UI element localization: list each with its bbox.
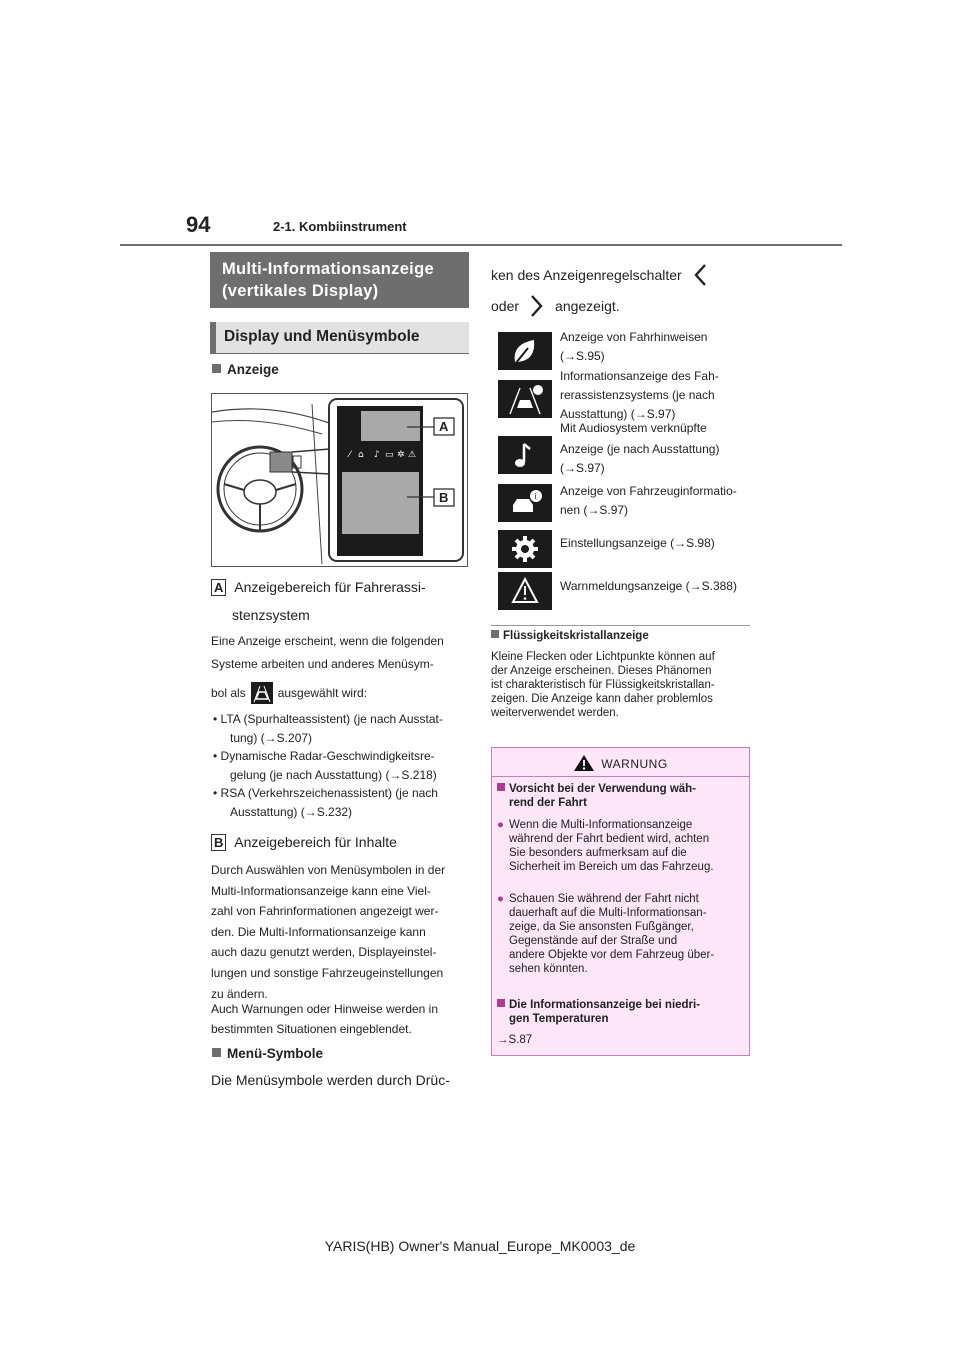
warning-bullet-2: ● Schauen Sie während der Fahrt nicht dauerhaft auf die Multi-Informationsan- zeige, da Sie ansonsten Fußgänger, Gegenstände auf der Straße und andere Objekte vor dem Fahrzeug über- sehen könnten. <box>497 893 715 975</box>
header-rule <box>120 244 842 246</box>
driver-assist-icon <box>251 682 273 704</box>
figure-label-b: B <box>439 490 449 505</box>
circle-bullet-icon: ● <box>497 819 504 831</box>
list-item: • RSA (Verkehrszeichenassistent) (je nach <box>213 786 438 800</box>
a-tag: A <box>211 579 226 596</box>
vehicle-info-icon <box>498 484 552 522</box>
main-heading-line1: Multi-Informationsanzeige <box>222 260 434 278</box>
svg-text:✲: ✲ <box>397 450 405 460</box>
intro-line2: oder angezeigt. <box>491 294 620 318</box>
display-area-a <box>361 411 420 441</box>
icon-label-settings: Einstellungsanzeige (→S.98) <box>560 536 715 550</box>
icon-label-vehicle-info: Anzeige von Fahrzeuginformatio- nen (→S.97) <box>560 484 737 517</box>
list-item: • Dynamische Radar-Geschwindigkeitsre- <box>213 749 435 763</box>
svg-text:⁄: ⁄ <box>349 450 351 460</box>
icon-label-leaf: Anzeige von Fahrhinweisen (→S.95) <box>560 330 708 363</box>
warning-bullet-1: ● Wenn die Multi-Informationsanzeige während der Fahrt bedient wird, achten Sie besonders aufmerksam auf die Sicherheit im Bereich um das Fahrzeug. <box>497 819 714 873</box>
b-title: B Anzeigebereich für Inhalte <box>211 833 397 851</box>
list-item-cont: Ausstattung) (→S.232) <box>230 804 353 819</box>
warning-header <box>491 747 750 777</box>
icon-label-audio: Mit Audiosystem verknüpfte Anzeige (je nach Ausstattung) (→S.97) <box>560 421 720 475</box>
leaf-icon <box>498 332 552 370</box>
cockpit-illustration <box>212 394 468 567</box>
square-bullet-icon <box>212 364 221 373</box>
a-title-line2: stenzsystem <box>232 607 310 623</box>
a-title: A Anzeigebereich für Fahrerassi- <box>211 578 426 596</box>
sub-heading-rule <box>210 353 469 354</box>
menu-heading: Menü-Symbole <box>212 1046 323 1061</box>
square-bullet-icon <box>212 1048 221 1057</box>
gear-icon <box>498 530 552 568</box>
display-area-b <box>342 472 419 534</box>
icon-label-driver-assist: Informationsanzeige des Fah- rerassistenzsystems (je nach Ausstattung) (→S.97) <box>560 369 719 421</box>
lcd-heading: Flüssigkeitskristallanzeige <box>491 630 649 642</box>
warning-triangle-icon <box>498 572 552 610</box>
cockpit-figure <box>211 393 468 567</box>
sub-heading: Display und Menüsymbole <box>210 322 469 353</box>
icon-label-warning: Warnmeldungsanzeige (→S.388) <box>560 579 737 593</box>
square-bullet-icon <box>497 783 505 791</box>
warning-heading-2: Die Informationsanzeige bei niedri- gen Temperaturen <box>497 998 745 1026</box>
svg-text:⌂: ⌂ <box>358 450 364 460</box>
figure-label-a: A <box>439 419 449 434</box>
a-paragraph-line3: bol als ausgewählt wird: <box>211 678 367 708</box>
warning-heading-1: Vorsicht bei der Verwendung wäh- rend der Fahrt <box>497 782 745 810</box>
lcd-paragraph: Kleine Flecken oder Lichtpunkte können auf der Anzeige erscheinen. Dieses Phänomen ist charakteristisch für Flüssigkeitskristallan- zeigen. Die Anzeige kann daher problemlos weiterverwendet werden. <box>491 651 715 719</box>
circle-bullet-icon: ● <box>497 893 504 905</box>
b-tag: B <box>211 834 226 851</box>
svg-text:♪: ♪ <box>374 450 380 460</box>
b-paragraph: Durch Auswählen von Menüsymbolen in der Multi-Informationsanzeige kann eine Viel- zahl von Fahrinformationen angezeigt wer- den. Die Multi-Informationsanzeige kann auch dazu genutzt werden, Displayeinstel- lungen und sonstige Fahrzeugeinstellungen zu ändern. <box>211 863 446 1001</box>
main-heading <box>210 252 469 308</box>
svg-text:i: i <box>534 492 537 501</box>
square-bullet-icon <box>491 630 499 638</box>
menu-text: Die Menüsymbole werden durch Drüc- <box>211 1072 450 1088</box>
warning-ref: →S.87 <box>497 1034 533 1046</box>
music-note-icon <box>498 436 552 474</box>
bullet-list <box>213 710 469 821</box>
a-paragraph: Eine Anzeige erscheint, wenn die folgenden Systeme arbeiten und anderes Menüsym- <box>211 634 444 671</box>
svg-text:⚠: ⚠ <box>408 450 417 460</box>
chevron-left-icon <box>692 263 710 287</box>
footer-text: YARIS(HB) Owner's Manual_Europe_MK0003_de <box>324 1238 636 1254</box>
divider <box>491 625 750 626</box>
driver-assist-icon <box>498 380 552 418</box>
square-bullet-icon <box>497 999 505 1007</box>
b-paragraph-2: Auch Warnungen oder Hinweise werden in bestimmten Situationen eingeblendet. <box>211 1002 439 1036</box>
list-item-cont: tung) (→S.207) <box>230 730 313 745</box>
list-item: • LTA (Spurhalteassistent) (je nach Ausstat- <box>213 712 443 726</box>
intro-line1: ken des Anzeigenregelschalter <box>491 263 710 287</box>
svg-text:▭: ▭ <box>385 450 394 460</box>
main-heading-line2: (vertikales Display) <box>222 282 379 300</box>
warning-triangle-icon <box>573 754 595 772</box>
warning-title: WARNUNG <box>601 757 668 771</box>
page-number: 94 <box>186 212 211 237</box>
anzeige-heading: Anzeige <box>212 362 279 377</box>
list-item-cont: gelung (je nach Ausstattung) (→S.218) <box>230 767 437 782</box>
chevron-right-icon <box>527 294 545 318</box>
section-title: 2-1. Kombiinstrument <box>273 219 407 234</box>
